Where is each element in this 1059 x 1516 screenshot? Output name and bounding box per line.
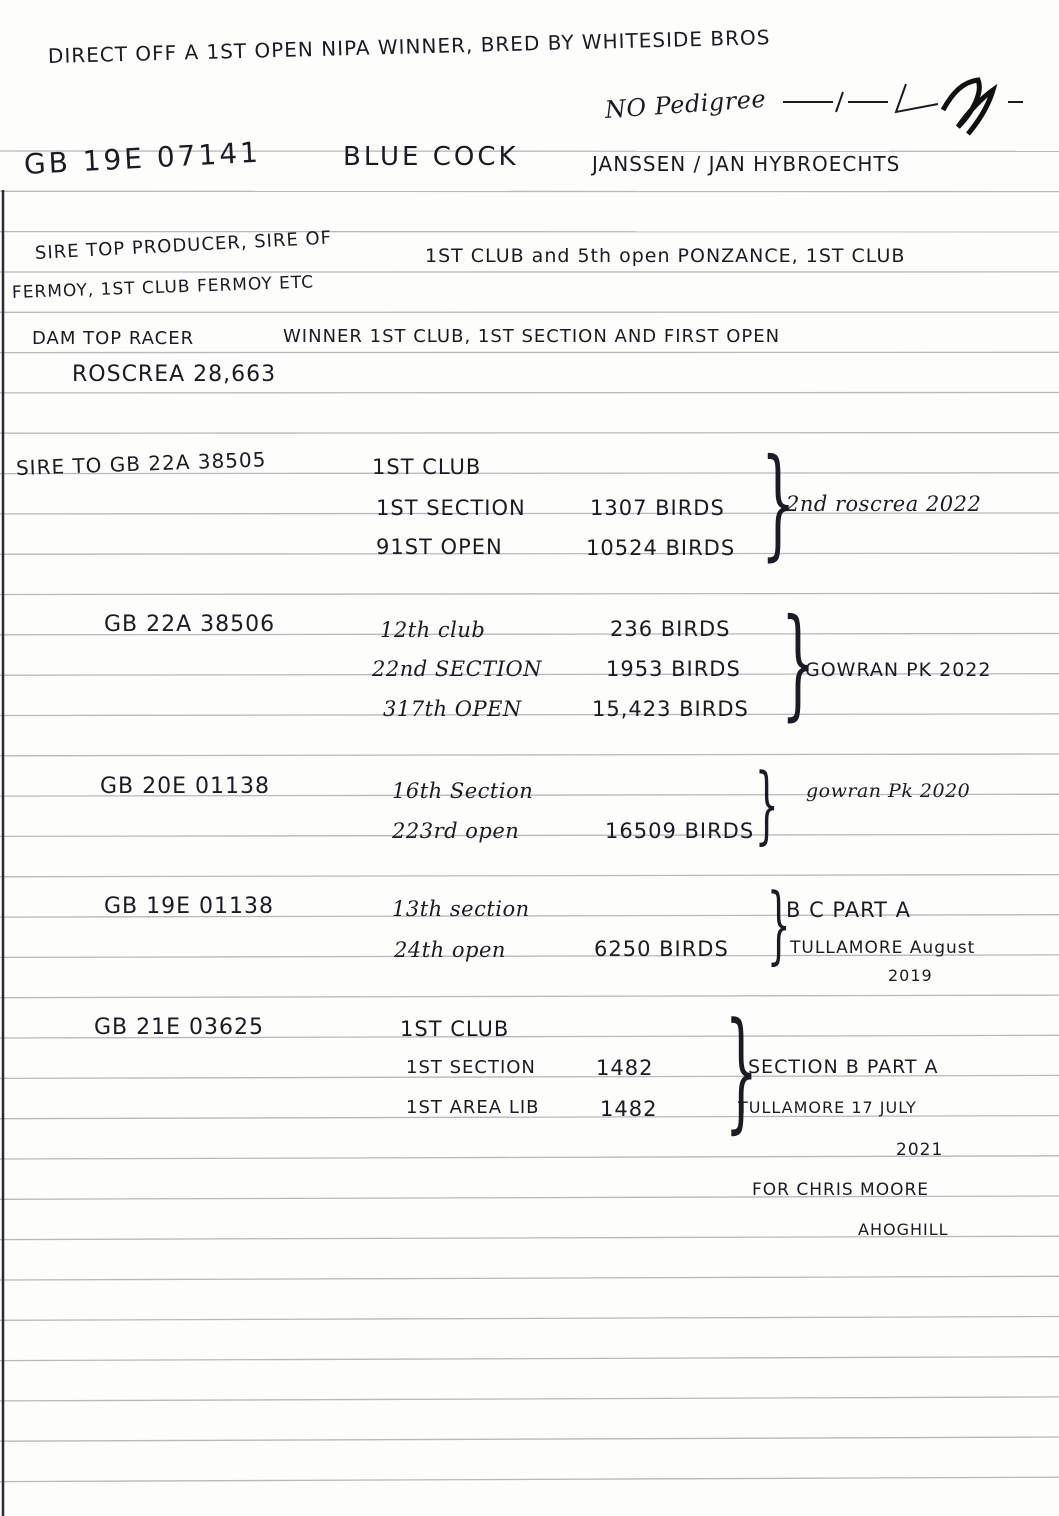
race-year: 2019 — [888, 966, 933, 985]
rule-line — [0, 995, 1059, 998]
result-place: 1ST AREA LIB — [406, 1097, 540, 1118]
race-name: TULLAMORE 17 JULY — [738, 1098, 917, 1117]
race-name: gowran Pk 2020 — [806, 780, 971, 802]
result-place: 24th open — [394, 938, 506, 962]
result-place: 13th section — [392, 897, 530, 921]
result-birds: 15,423 BIRDS — [592, 697, 749, 721]
progeny-ring: GB 22A 38506 — [104, 612, 276, 637]
race-name: SECTION B PART A — [748, 1056, 939, 1078]
owner-town: AHOGHILL — [858, 1220, 949, 1239]
race-name: GOWRAN PK 2022 — [805, 659, 992, 681]
dam-line-cont: WINNER 1ST CLUB, 1ST SECTION AND FIRST OPEN — [283, 326, 781, 347]
result-birds: 1953 BIRDS — [606, 657, 741, 681]
header-line: DIRECT OFF A 1ST OPEN NIPA WINNER, BRED BY WHITESIDE BROS — [47, 25, 771, 68]
bird-colour: BLUE COCK — [343, 142, 519, 172]
result-place: 223rd open — [392, 819, 520, 843]
ring-number: GB 19E 07141 — [23, 135, 262, 181]
result-birds: 16509 BIRDS — [605, 819, 755, 843]
rule-line — [0, 754, 1059, 756]
bird-strain: JANSSEN / JAN HYBROECHTS — [592, 152, 901, 176]
dam-line-2: ROSCREA 28,663 — [72, 362, 277, 387]
brace: } — [754, 755, 779, 853]
race-name: TULLAMORE August — [790, 938, 976, 958]
result-place: 1ST CLUB — [372, 455, 482, 479]
result-place: 91ST OPEN — [376, 535, 503, 559]
result-place: 22nd SECTION — [372, 657, 543, 681]
signature — [778, 72, 1028, 142]
rule-line — [0, 1477, 1059, 1481]
progeny-ring: GB 20E 01138 — [100, 774, 271, 799]
brace: } — [724, 994, 758, 1146]
rule-line — [0, 875, 1059, 877]
race-year: 2021 — [896, 1140, 944, 1160]
rule-line — [0, 1437, 1059, 1441]
result-birds: 1307 BIRDS — [590, 496, 725, 520]
sire-line: SIRE TOP PRODUCER, SIRE OF — [34, 227, 333, 264]
result-birds: 1482 — [600, 1097, 658, 1121]
no-pedigree-note: NO Pedigree — [604, 84, 767, 124]
rule-line — [0, 1397, 1059, 1401]
progeny-ring: GB 21E 03625 — [94, 1015, 265, 1040]
result-birds: 10524 BIRDS — [586, 536, 736, 560]
rule-line — [0, 1317, 1059, 1321]
result-birds: 1482 — [596, 1056, 654, 1080]
race-name: 2nd roscrea 2022 — [786, 492, 982, 516]
result-place: 12th club — [380, 618, 486, 642]
rule-line — [0, 1357, 1059, 1361]
race-name: B C PART A — [786, 898, 912, 922]
sire-line-cont: 1ST CLUB and 5th open PONZANCE, 1ST CLUB — [425, 245, 906, 267]
brace: } — [760, 434, 796, 573]
result-place: 1ST CLUB — [400, 1017, 510, 1041]
rule-line — [0, 834, 1059, 836]
result-place: 1ST SECTION — [406, 1057, 536, 1078]
rule-line — [0, 593, 1059, 594]
progeny-ring: SIRE TO GB 22A 38505 — [15, 447, 267, 480]
dam-line: DAM TOP RACER — [32, 328, 195, 349]
result-place: 1ST SECTION — [376, 496, 526, 520]
result-place: 16th Section — [392, 779, 534, 803]
result-birds: 236 BIRDS — [610, 617, 731, 641]
result-place: 317th OPEN — [383, 697, 522, 721]
rule-line — [0, 553, 1059, 554]
sire-line-2: FERMOY, 1ST CLUB FERMOY ETC — [11, 272, 315, 303]
progeny-ring: GB 19E 01138 — [104, 894, 275, 919]
rule-line — [0, 433, 1059, 434]
rule-line — [0, 1276, 1059, 1280]
brace: } — [766, 875, 791, 973]
owner-line: FOR CHRIS MOORE — [752, 1180, 930, 1200]
rule-line — [0, 714, 1059, 716]
brace: } — [780, 594, 816, 733]
result-birds: 6250 BIRDS — [594, 937, 729, 961]
